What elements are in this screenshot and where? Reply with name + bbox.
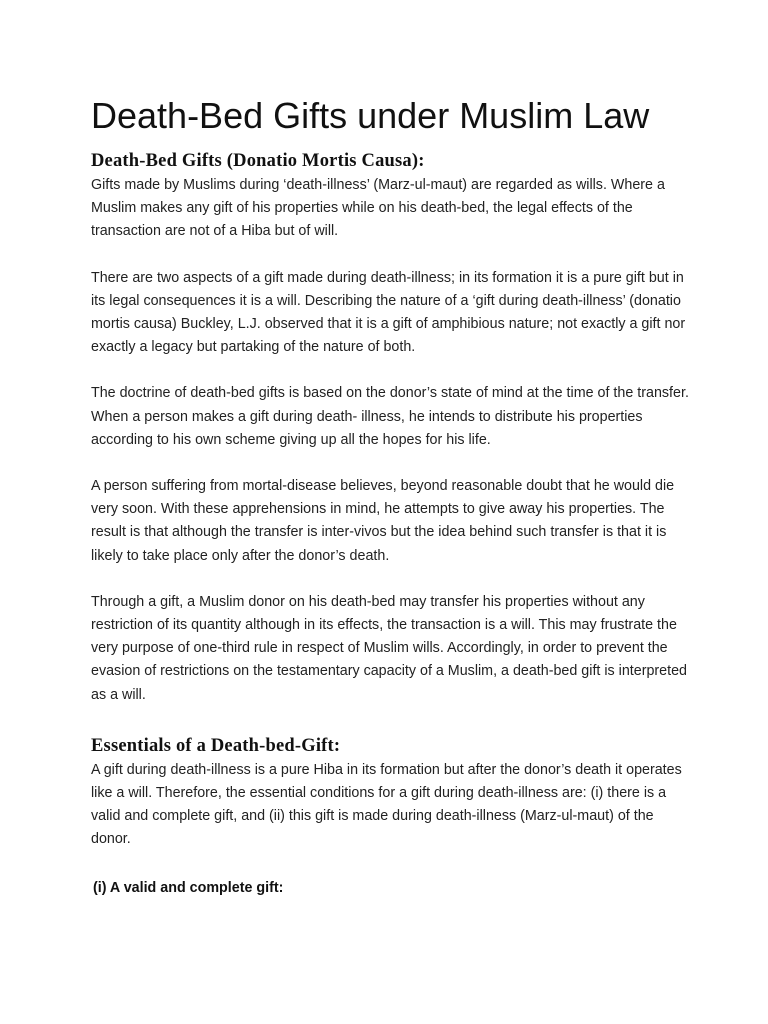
document-page	[91, 92, 691, 900]
section-heading-essentials: Essentials of a Death-bed-Gift:	[91, 735, 341, 756]
paragraph: Gifts made by Muslims during ‘death-illness’ (Marz-ul-maut) are regarded as wills. Where a Muslim makes any gift of his properties while on his death-bed, the legal effects of the transaction are not of a Hiba but of will.	[91, 177, 665, 240]
section-heading-death-bed-gifts: Death-Bed Gifts (Donatio Mortis Causa):	[91, 151, 425, 171]
paragraph: There are two aspects of a gift made during death-illness; in its formation it is a pure gift but in its legal consequences it is a will. Describing the nature of a ‘gift during death-illness’ (donatio mortis causa) Buckley, L.J. observed that it is a gift of amphibious nature; not exactly a gift nor exactly a legacy but partaking of the nature of both.	[91, 269, 686, 356]
paragraph: Through a gift, a Muslim donor on his death-bed may transfer his properties without any restriction of its quantity although in its effects, the transaction is a will. This may frustrate the very purpose of one-third rule in respect of Muslim wills. Accordingly, in order to prevent the evasion of restrictions on the testamentary capacity of a Muslim, a death-bed gift is interpreted as a will.	[91, 593, 688, 703]
paragraph: A person suffering from mortal-disease believes, beyond reasonable doubt that he would die very soon. With these apprehensions in mind, he attempts to give away his properties. The result is that although the transfer is inter-vivos but the idea behind such transfer is that it is likely to take place only after the donor’s death.	[91, 478, 675, 564]
paragraph: A gift during death-illness is a pure Hiba in its formation but after the donor’s death it operates like a will. Therefore, the essential conditions for a gift during death-illness are: (i) there is a valid and complete gift, and (ii) this gift is made during death-illness (Marz-ul-maut) of the donor.	[91, 761, 682, 848]
document-title: Death-Bed Gifts under Muslim Law	[91, 95, 650, 136]
subheading-valid-complete-gift: (i) A valid and complete gift:	[93, 879, 284, 896]
paragraph: The doctrine of death-bed gifts is based on the donor’s state of mind at the time of the transfer. When a person makes a gift during death- illness, he intends to distribute his properties according to his own scheme giving up all the hopes for his life.	[91, 385, 689, 448]
